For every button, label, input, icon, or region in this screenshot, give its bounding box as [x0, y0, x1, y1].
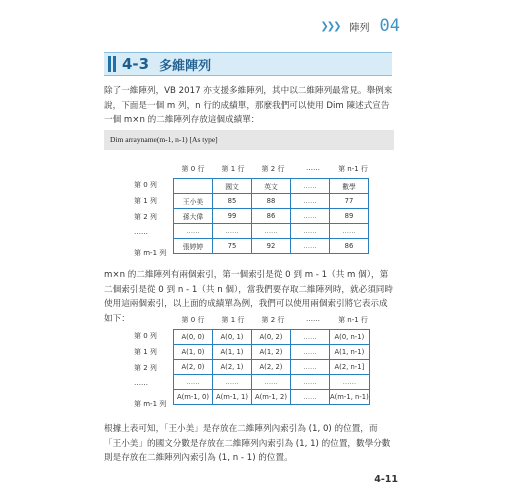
grade-table-cell: …… — [174, 224, 213, 239]
grade-table-column-header: 第 2 行 — [261, 165, 285, 173]
index-paragraph-text: m×n 的二維陣列有兩個索引，第一個索引是從 0 到 m - 1（共 m 個），第二個索引是從 0 到 n - 1（共 n 個），當我們要存取二維陣列時，就必須同時使用這兩個索引，以上面的成績單為例，我們可以使用兩個索引將它表示成如下： — [104, 270, 393, 324]
index-table-cell: …… — [291, 375, 330, 390]
grade-table-cell: …… — [213, 224, 252, 239]
index-table-cell: A(m-1, 2) — [252, 390, 291, 405]
index-table-row — [174, 375, 370, 390]
code-box: Dim arrayname(m-1, n-1) [As type] — [104, 130, 394, 150]
index-table-cell: …… — [213, 375, 252, 390]
grade-table-cell: 92 — [252, 239, 291, 254]
index-table-cell: A(m-1, 0) — [174, 390, 213, 405]
index-table-row-label: 第 1 列 — [134, 348, 157, 356]
index-table-column-header: 第 1 行 — [221, 316, 245, 324]
triple-chevron-icon: ❯❯❯ — [320, 21, 340, 32]
grade-table-column-headers — [130, 160, 400, 178]
intro-paragraph-text: 除了一維陣列，VB 2017 亦支援多維陣列，其中以二維陣列最常見。舉例來說，下面是一個 m 列，n 行的成績單，那麼我們可以使用 Dim 陳述式宣告一個 m×n 的二維陣列存放這個成績單： — [104, 86, 393, 125]
grade-table-grid — [173, 178, 369, 254]
index-table-cell: A(m-1, n-1) — [330, 390, 370, 405]
grade-table-row-label: 第 m-1 列 — [134, 249, 167, 257]
grade-table-cell: 99 — [213, 209, 252, 224]
index-table-column-header: 第 n-1 行 — [338, 316, 368, 324]
page-number: 4-11 — [374, 474, 398, 485]
grade-table-cell: 85 — [213, 194, 252, 209]
grade-table-cell: …… — [291, 179, 330, 194]
grade-table-row-label: 第 1 列 — [134, 197, 157, 205]
index-table-column-header: …… — [306, 315, 320, 323]
index-table-cell: …… — [291, 360, 330, 375]
index-table-cell: A(1, 0) — [174, 345, 213, 360]
grade-table-cell: 88 — [252, 194, 291, 209]
grade-table-cell: 89 — [330, 209, 369, 224]
index-table-cell: A(2, 2) — [252, 360, 291, 375]
grade-table-cell: 77 — [330, 194, 369, 209]
grade-table-cell: …… — [291, 209, 330, 224]
index-table-row-label: …… — [134, 379, 148, 387]
index-table-column-headers — [130, 311, 400, 329]
conclusion-paragraph-text: 根據上表可知，「王小美」是存放在二維陣列內索引為 (1, 0) 的位置，而「王小美」的國文分數是存放在二維陣列內索引為 (1, 1) 的位置，數學分數則是存放在二維陣列內索引為 (1, n - 1) 的位置。 — [104, 424, 391, 463]
index-table-cell: …… — [174, 375, 213, 390]
grade-table-cell: 孫大偉 — [174, 209, 213, 224]
chapter-header — [320, 18, 400, 35]
grade-table-cell: …… — [291, 239, 330, 254]
grade-table — [130, 160, 400, 257]
index-table-cell: A(1, 2) — [252, 345, 291, 360]
index-table-row — [174, 330, 370, 345]
index-table-cell: A(m-1, 1) — [213, 390, 252, 405]
grade-table-row — [174, 209, 369, 224]
section-title: 多維陣列 — [159, 58, 212, 74]
grade-table-column-header: 第 n-1 行 — [338, 165, 368, 173]
index-table — [130, 311, 400, 408]
index-table-cell: A(0, 2) — [252, 330, 291, 345]
grade-table-row-label: 第 2 列 — [134, 213, 157, 221]
grade-table-cell: …… — [291, 224, 330, 239]
grade-table-cell: 張婷婷 — [174, 239, 213, 254]
grade-table-row-label: 第 0 列 — [134, 181, 157, 189]
conclusion-paragraph — [104, 422, 394, 466]
grade-table-column-header: 第 0 行 — [181, 165, 205, 173]
index-table-cell: A(2, 0) — [174, 360, 213, 375]
index-table-cell: A(1, 1) — [213, 345, 252, 360]
grade-table-cell: …… — [330, 224, 369, 239]
index-table-row — [174, 345, 370, 360]
grade-table-row — [174, 239, 369, 254]
index-table-cell: A(0, 0) — [174, 330, 213, 345]
grade-table-row-label: …… — [134, 228, 148, 236]
grade-table-column-header: 第 1 行 — [221, 165, 245, 173]
grade-table-cell: 86 — [330, 239, 369, 254]
index-table-cell: A(0, 1) — [213, 330, 252, 345]
index-table-column-header: 第 0 行 — [181, 316, 205, 324]
index-table-row — [174, 360, 370, 375]
index-table-cell: …… — [291, 330, 330, 345]
grade-table-row — [174, 179, 369, 194]
grade-table-cell: …… — [291, 194, 330, 209]
index-table-cell: A(0, n-1) — [330, 330, 370, 345]
index-table-row-label: 第 2 列 — [134, 364, 157, 372]
index-table-cell: …… — [330, 375, 370, 390]
intro-paragraph — [104, 84, 394, 128]
section-title-bar — [104, 52, 392, 76]
index-table-grid — [173, 329, 370, 405]
section-number: 4-3 — [122, 55, 150, 73]
index-table-cell: A(1, n-1) — [330, 345, 370, 360]
grade-table-cell: …… — [252, 224, 291, 239]
grade-table-cell: 國文 — [213, 179, 252, 194]
index-table-cell: …… — [291, 390, 330, 405]
grade-table-cell: 86 — [252, 209, 291, 224]
index-table-row — [174, 390, 370, 405]
grade-table-column-header: …… — [306, 164, 320, 172]
chapter-number: 04 — [379, 16, 400, 36]
grade-table-cell: 王小美 — [174, 194, 213, 209]
grade-table-cell: 數學 — [330, 179, 369, 194]
index-table-cell: A(2, n-1] — [330, 360, 370, 375]
section-bars-icon — [108, 56, 116, 72]
grade-table-row — [174, 194, 369, 209]
index-table-cell: …… — [252, 375, 291, 390]
index-table-column-header: 第 2 行 — [261, 316, 285, 324]
index-table-cell: …… — [291, 345, 330, 360]
index-table-row-label: 第 0 列 — [134, 332, 157, 340]
grade-table-cell: 英文 — [252, 179, 291, 194]
index-table-cell: A(2, 1) — [213, 360, 252, 375]
grade-table-cell: 75 — [213, 239, 252, 254]
index-table-row-label: 第 m-1 列 — [134, 400, 167, 408]
chapter-label: 陣列 — [349, 23, 370, 34]
grade-table-cell — [174, 179, 213, 194]
grade-table-row — [174, 224, 369, 239]
